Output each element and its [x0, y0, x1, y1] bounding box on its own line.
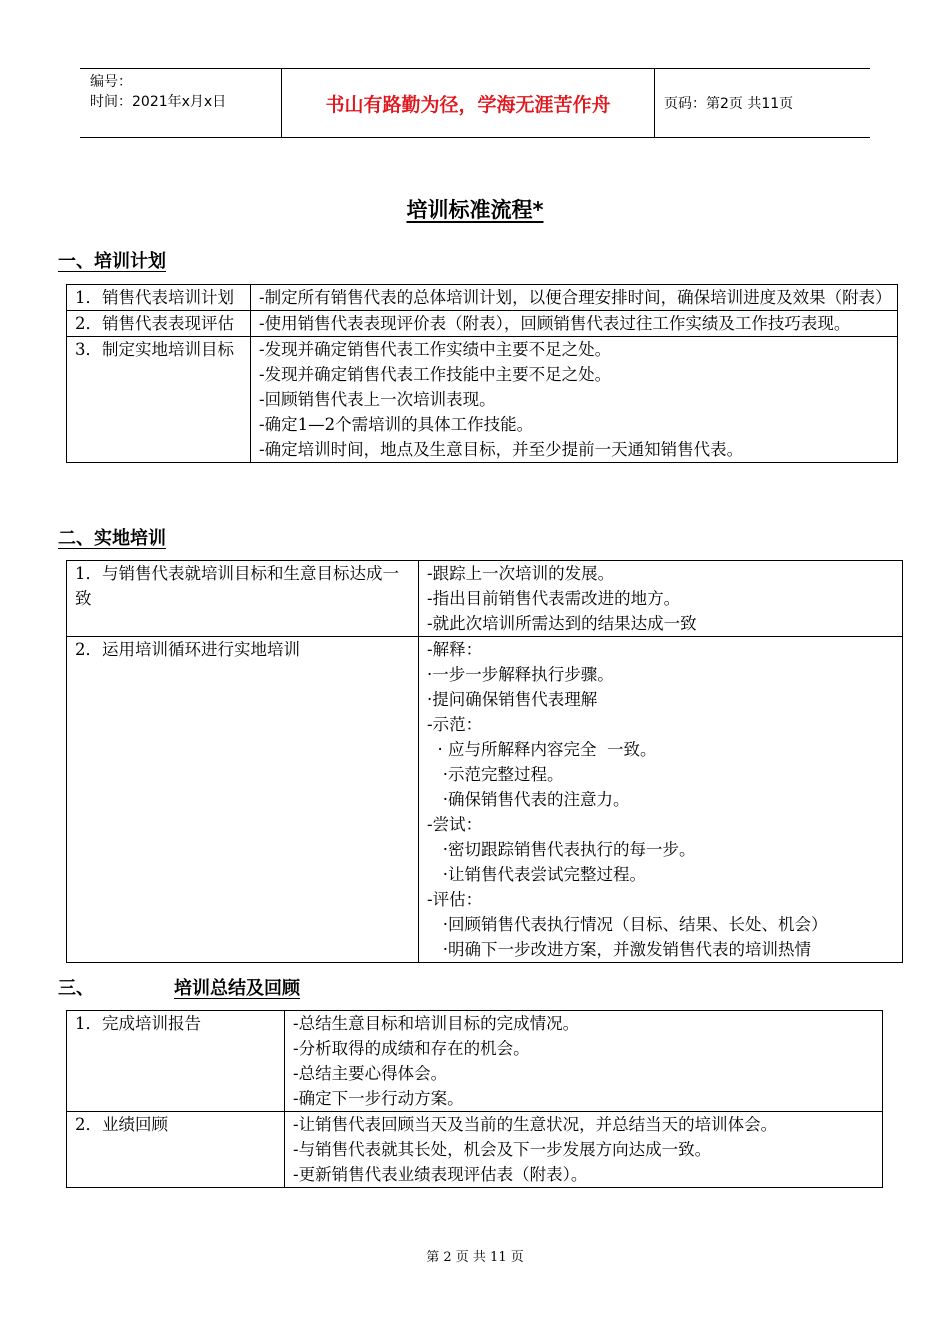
row-content [251, 311, 898, 337]
row-content [419, 561, 903, 637]
header-page-info: 页码：第2页 共11页 [664, 96, 794, 112]
page-footer: 第 2 页 共 11 页 [426, 1250, 524, 1265]
row-content [285, 1011, 883, 1112]
table-row [67, 285, 898, 311]
content-line: -指出目前销售代表需改进的地方。 [427, 589, 681, 608]
content-line: ·一步一步解释执行步骤。 [427, 665, 614, 684]
content-line: -制定所有销售代表的总体培训计划，以便合理安排时间，确保培训进度及效果（附表） [259, 288, 892, 307]
plan-table [66, 284, 898, 463]
document-title: 培训标准流程* [406, 198, 544, 222]
content-line: -确定下一步行动方案。 [293, 1089, 464, 1108]
content-line: -与销售代表就其长处，机会及下一步发展方向达成一致。 [293, 1140, 712, 1159]
section-heading-text: 二、实地培训 [58, 528, 166, 549]
content-line: ·明确下一步改进方案，并激发销售代表的培训热情 [427, 940, 811, 959]
row-label: 2．销售代表表现评估 [67, 311, 251, 337]
section-heading-field [58, 524, 166, 550]
page-header [80, 68, 870, 138]
content-line: -更新销售代表业绩表现评估表（附表）。 [293, 1165, 588, 1184]
row-label: 2．业绩回顾 [67, 1112, 285, 1188]
content-line: -总结生意目标和培训目标的完成情况。 [293, 1014, 580, 1033]
table-row [67, 561, 903, 637]
header-motto: 书山有路勤为径，学海无涯苦作舟 [281, 69, 655, 137]
table-row [67, 337, 898, 463]
content-line: -让销售代表回顾当天及当前的生意状况，并总结当天的培训体会。 [293, 1115, 778, 1134]
table-row [67, 1011, 883, 1112]
content-line: -使用销售代表表现评价表（附表），回顾销售代表过往工作实绩及工作技巧表现。 [259, 314, 851, 333]
content-line: -确定1—2个需培训的具体工作技能。 [259, 415, 534, 434]
number-label: 编号： [90, 74, 132, 90]
section-heading-text: 培训总结及回顾 [174, 978, 300, 999]
content-line: ·让销售代表尝试完整过程。 [427, 865, 646, 884]
content-line: -评估： [427, 890, 483, 909]
section-heading-text: 一、培训计划 [58, 251, 166, 272]
content-line: ·确保销售代表的注意力。 [427, 790, 630, 809]
field-training-table [66, 560, 903, 963]
row-label: 1．完成培训报告 [67, 1011, 285, 1112]
content-line: -就此次培训所需达到的结果达成一致 [427, 614, 697, 633]
content-line: -示范： [427, 715, 483, 734]
date-label: 时间：2021年x月x日 [90, 94, 227, 110]
content-line: -尝试： [427, 815, 483, 834]
table-row [67, 637, 903, 963]
content-line: -解释： [427, 640, 483, 659]
table-row [67, 1112, 883, 1188]
content-line: · 应与所解释内容完全 一致。 [427, 740, 657, 759]
row-content [285, 1112, 883, 1188]
header-meta [80, 69, 281, 137]
content-line: -发现并确定销售代表工作实绩中主要不足之处。 [259, 340, 612, 359]
row-content [251, 337, 898, 463]
row-content [251, 285, 898, 311]
row-label: 3．制定实地培训目标 [67, 337, 251, 463]
row-label: 1．销售代表培训计划 [67, 285, 251, 311]
content-line: ·提问确保销售代表理解 [427, 690, 598, 709]
content-line: -总结主要心得体会。 [293, 1064, 448, 1083]
summary-table [66, 1010, 883, 1188]
row-label: 1．与销售代表就培训目标和生意目标达成一致 [67, 561, 419, 637]
content-line: ·密切跟踪销售代表执行的每一步。 [427, 840, 696, 859]
content-line: -跟踪上一次培训的发展。 [427, 564, 615, 583]
section-heading-summary [58, 974, 300, 1000]
section-heading-prefix: 三、 [58, 978, 94, 999]
section-heading-plan [58, 247, 166, 273]
content-line: -确定培训时间，地点及生意目标，并至少提前一天通知销售代表。 [259, 440, 744, 459]
row-content [419, 637, 903, 963]
row-label: 2．运用培训循环进行实地培训 [67, 637, 419, 963]
content-line: -回顾销售代表上一次培训表现。 [259, 390, 496, 409]
content-line: -分析取得的成绩和存在的机会。 [293, 1039, 530, 1058]
content-line: ·示范完整过程。 [427, 765, 564, 784]
content-line: -发现并确定销售代表工作技能中主要不足之处。 [259, 365, 612, 384]
content-line: ·回顾销售代表执行情况（目标、结果、长处、机会） [427, 915, 828, 934]
table-row [67, 311, 898, 337]
